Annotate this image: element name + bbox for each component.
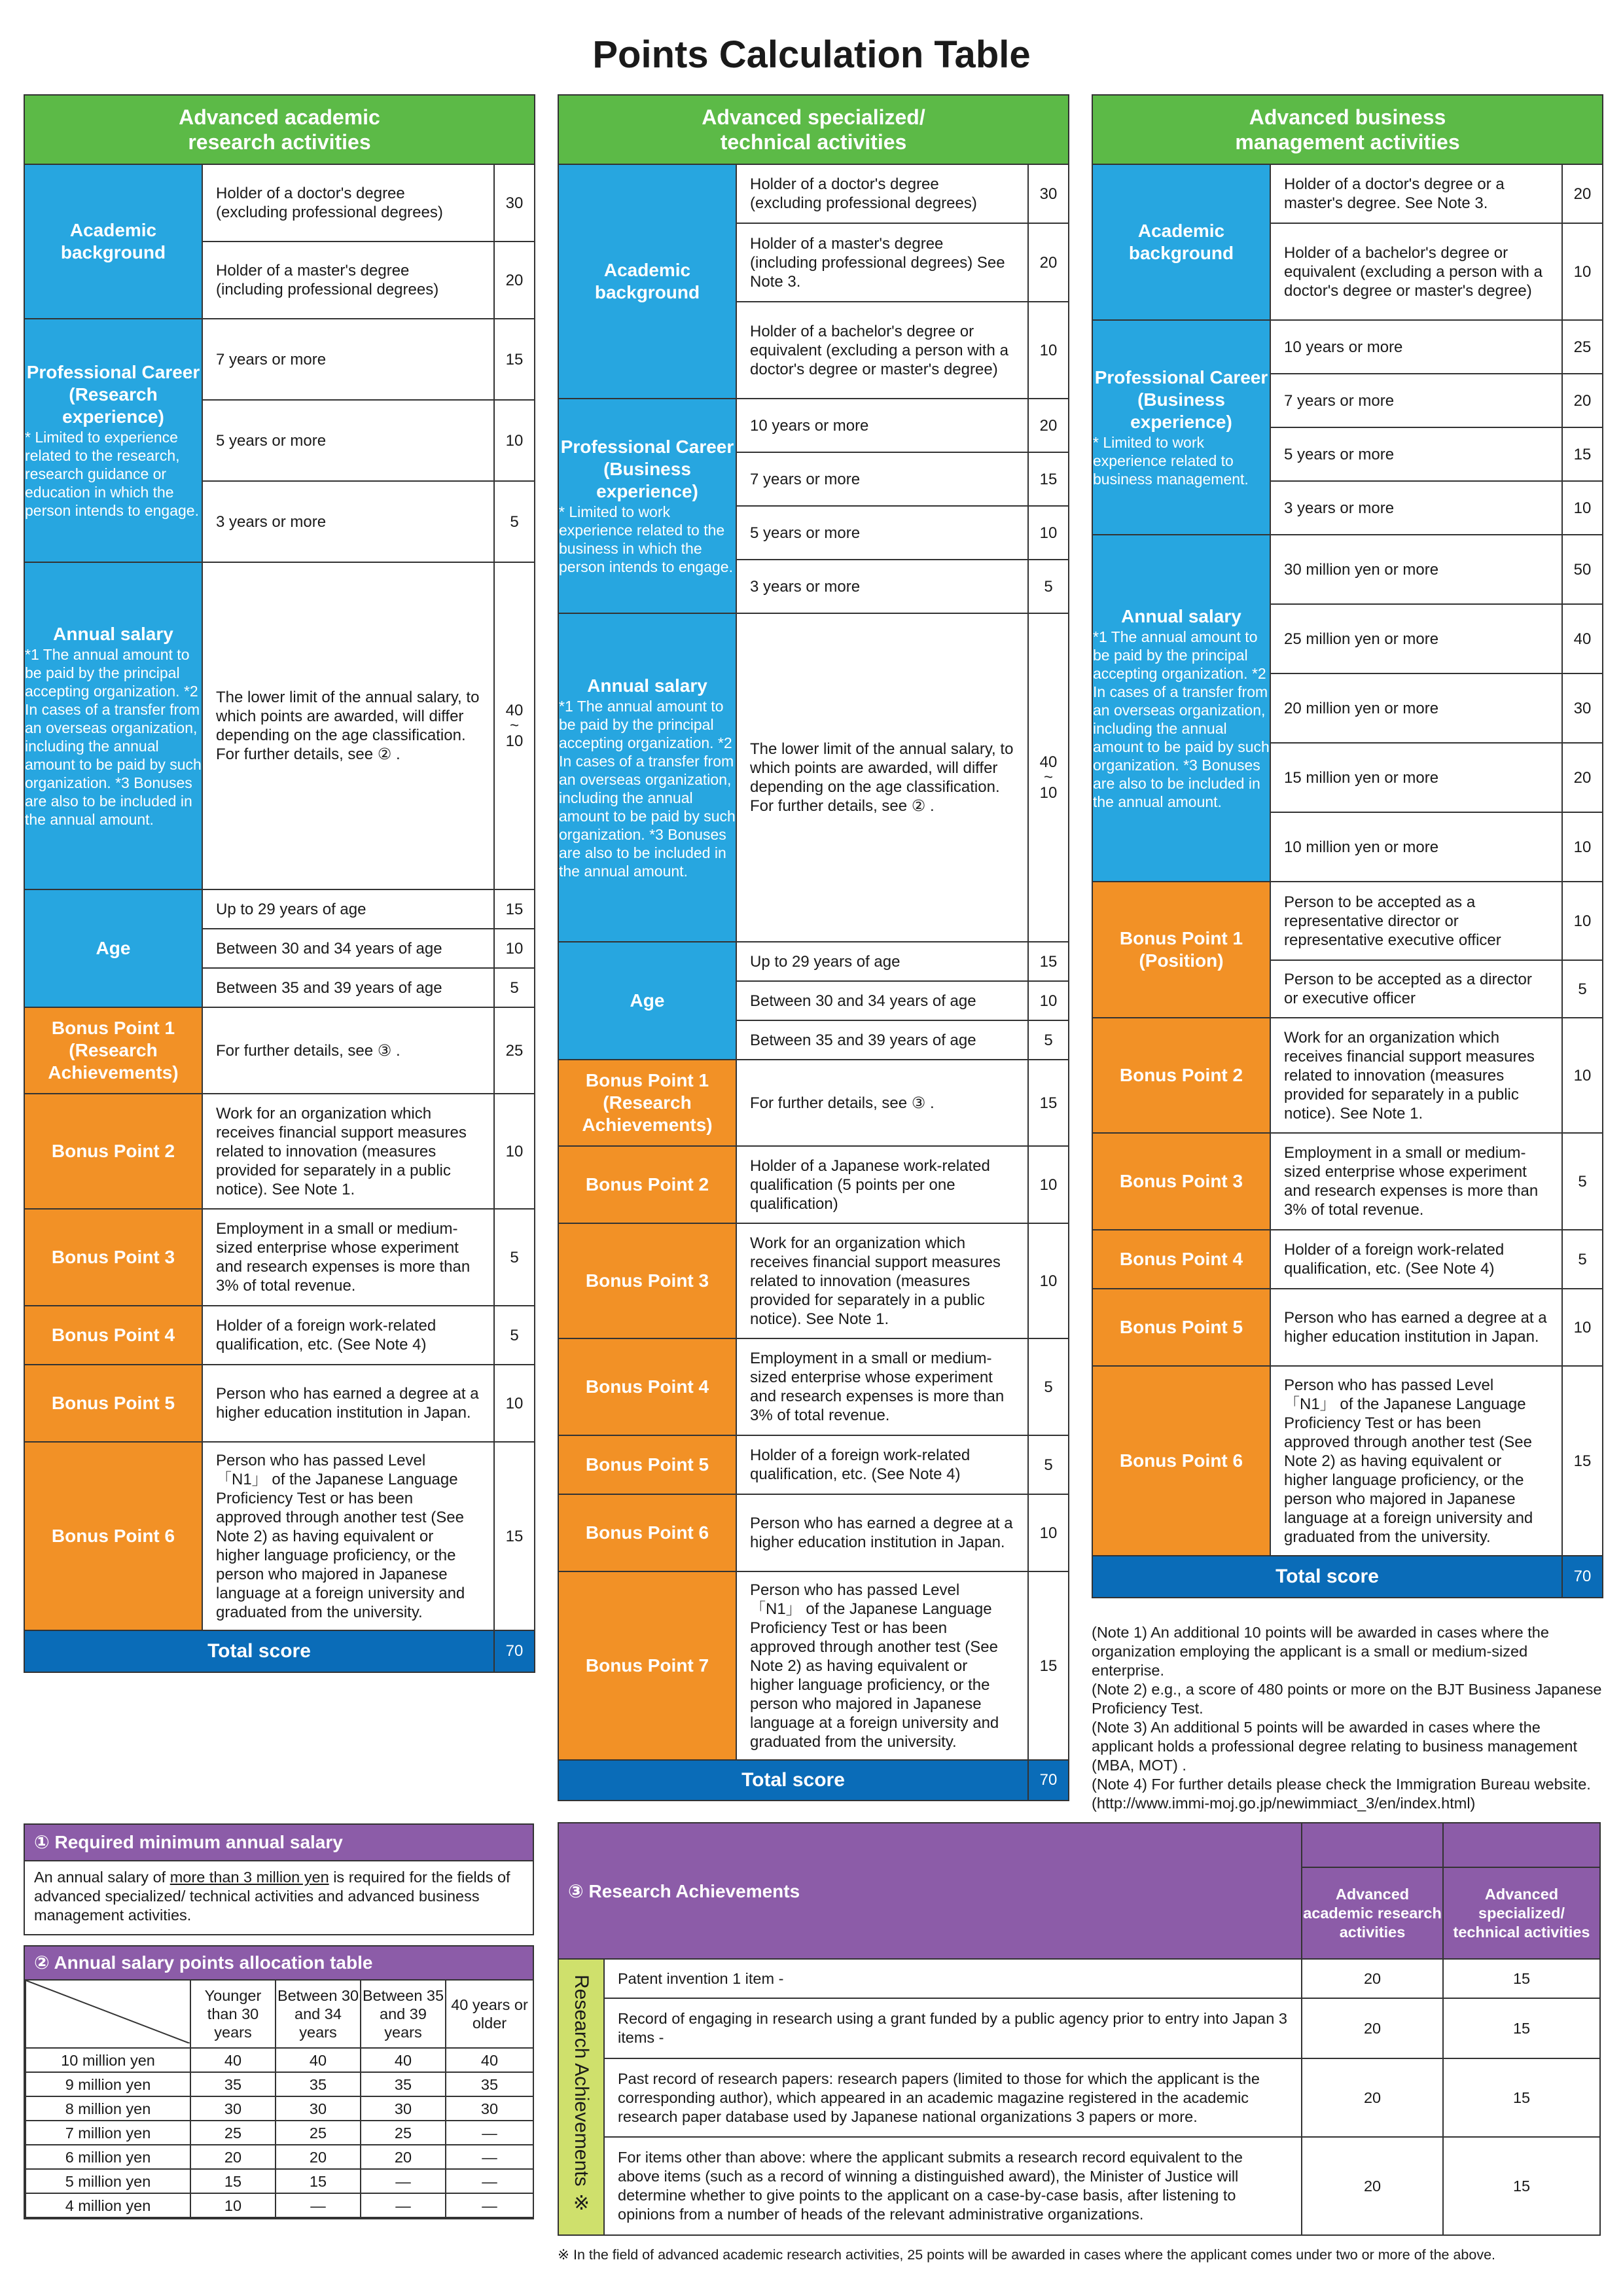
- points-cell: 10: [494, 929, 535, 968]
- research-academic-points: 20: [1302, 2137, 1443, 2235]
- research-item-detail: Record of engaging in research using a grant funded by a public agency prior to entry into Japan 3 items -: [604, 1998, 1302, 2058]
- research-technical-points: 15: [1443, 2137, 1600, 2235]
- points-cell: 5: [1028, 1435, 1069, 1494]
- detail-cell: 7 years or more: [202, 319, 494, 400]
- research-item-detail: Past record of research papers: research papers (limited to those for which the applicant is the corresponding author), which appeared in an academic magazine registered in the academic research paper database used by Japanese national organizations 3 papers or more.: [604, 2058, 1302, 2137]
- research-academic-points: 20: [1302, 2058, 1443, 2137]
- allocation-table: [25, 1979, 534, 2218]
- total-score-label: Total score: [558, 1760, 1028, 1801]
- points-cell: 5: [1028, 1338, 1069, 1435]
- points-cell: 20: [1562, 743, 1603, 812]
- notes-block: [1092, 1623, 1602, 1813]
- research-technical-points: 15: [1443, 1998, 1600, 2058]
- bonus-label: Bonus Point 4: [558, 1338, 736, 1435]
- allocation-cell: 35: [446, 2072, 533, 2096]
- points-cell: 15: [1562, 427, 1603, 481]
- research-header-spacer: [1443, 1823, 1600, 1867]
- career-note: * Limited to work experience related to business management.: [1093, 434, 1249, 488]
- allocation-cell: —: [361, 2193, 446, 2217]
- bonus-label: Bonus Point 6: [1092, 1366, 1270, 1556]
- total-score-label: Total score: [24, 1630, 494, 1672]
- salary-row-label: 9 million yen: [26, 2072, 190, 2096]
- col-academic-header: Advanced academic research activities: [1302, 1867, 1443, 1959]
- age-label: Age: [24, 889, 202, 1007]
- points-cell: 10: [1562, 882, 1603, 960]
- detail-cell: Holder of a master's degree (including professional degrees): [202, 242, 494, 319]
- academic-header: Advanced academic research activities: [24, 95, 535, 164]
- note-1: (Note 1) An additional 10 points will be awarded in cases where the organization employing the applicant is a small or medium-sized enterprise.: [1092, 1624, 1549, 1679]
- academic-background-label: Academic background: [1092, 164, 1270, 320]
- allocation-cell: 20: [276, 2145, 361, 2169]
- position-label: Bonus Point 1 (Position): [1092, 882, 1270, 1018]
- bonus-label: Bonus Point 6: [24, 1442, 202, 1630]
- detail-cell: 10 years or more: [736, 399, 1028, 452]
- allocation-cell: 35: [361, 2072, 446, 2096]
- business-points-table: [1092, 94, 1603, 1598]
- allocation-cell: —: [361, 2169, 446, 2193]
- detail-cell: Employment in a small or medium-sized enterprise whose experiment and research expenses is more than 3% of total revenue.: [202, 1209, 494, 1306]
- allocation-cell: —: [446, 2193, 533, 2217]
- detail-cell: Employment in a small or medium-sized enterprise whose experiment and research expenses is more than 3% of total revenue.: [1270, 1133, 1562, 1230]
- points-cell: 15: [1028, 942, 1069, 981]
- points-cell: 10: [1028, 1146, 1069, 1223]
- career-label: Professional Career (Research experience) * Limited to experience related to the research, research guidance or education in which the person intends to engage.: [24, 319, 202, 562]
- total-score-value: 70: [1562, 1556, 1603, 1598]
- points-cell: 30: [1562, 673, 1603, 743]
- salary-row-label: 5 million yen: [26, 2169, 190, 2193]
- detail-cell: 30 million yen or more: [1270, 535, 1562, 604]
- points-cell: 40: [1562, 604, 1603, 673]
- detail-cell: Holder of a doctor's degree (excluding professional degrees): [736, 164, 1028, 223]
- points-cell: 5: [494, 1306, 535, 1365]
- points-cell: 10: [494, 400, 535, 481]
- points-cell: 5: [1562, 1133, 1603, 1230]
- bonus-label: Bonus Point 2: [558, 1146, 736, 1223]
- detail-cell: Person who has passed Level 「N1」 of the Japanese Language Proficiency Test or has been approved through another test (See Note 2) as having equivalent or higher language proficiency, or the person who majored in Japanese language at a foreign university and graduated from the university.: [736, 1571, 1028, 1760]
- points-cell: 10: [494, 1365, 535, 1442]
- detail-cell: Holder of a bachelor's degree or equivalent (excluding a person with a doctor's degree or master's degree): [1270, 223, 1562, 320]
- points-cell: 15: [494, 319, 535, 400]
- points-cell: 10: [1028, 1223, 1069, 1338]
- points-cell: 5: [1562, 960, 1603, 1018]
- detail-cell: 7 years or more: [1270, 374, 1562, 427]
- detail-cell: 3 years or more: [1270, 481, 1562, 535]
- allocation-title: ② Annual salary points allocation table: [25, 1946, 533, 1979]
- note-3: (Note 3) An additional 5 points will be awarded in cases where the applicant holds a professional degree relating to business management (MBA, MOT) .: [1092, 1719, 1578, 1774]
- research-academic-points: 20: [1302, 1959, 1443, 1998]
- career-label: Professional Career (Business experience) * Limited to work experience related to the business in which the person intends to engage.: [558, 399, 736, 613]
- allocation-cell: 25: [190, 2121, 276, 2145]
- points-cell: 20: [494, 242, 535, 319]
- salary-row-label: 6 million yen: [26, 2145, 190, 2169]
- allocation-cell: 40: [446, 2048, 533, 2072]
- points-cell: 10: [1028, 506, 1069, 560]
- points-cell: 10: [1562, 481, 1603, 535]
- research-item-detail: Patent invention 1 item -: [604, 1959, 1302, 1998]
- salary-note: *1 The annual amount to be paid by the principal accepting organization. *2 In cases of a transfer from an overseas organization, including the annual amount to be paid by such organization. *3 Bonuses are also to be included in the annual amount.: [559, 698, 736, 880]
- salary-note: *1 The annual amount to be paid by the principal accepting organization. *2 In cases of a transfer from an overseas organization, including the annual amount to be paid by such organization. *3 Bonuses are also to be included in the annual amount.: [1093, 628, 1270, 810]
- salary-label: Annual salary *1 The annual amount to be paid by the principal accepting organization. *2 In cases of a transfer from an overseas organization, including the annual amount to be paid by such organization. *3 Bonuses are also to be included in the annual amount.: [1092, 535, 1270, 882]
- bonus-label: Bonus Point 3: [1092, 1133, 1270, 1230]
- salary-row-label: 4 million yen: [26, 2193, 190, 2217]
- bonus-label: Bonus Point 5: [24, 1365, 202, 1442]
- points-cell: 20: [1028, 223, 1069, 302]
- points-cell: 5: [1562, 1230, 1603, 1289]
- bonus-label: Bonus Point 6: [558, 1494, 736, 1571]
- points-cell: 50: [1562, 535, 1603, 604]
- diagonal-line: [26, 1981, 190, 2043]
- career-label: Professional Career (Business experience) * Limited to work experience related to business management.: [1092, 320, 1270, 535]
- detail-cell: For further details, see ③ .: [736, 1060, 1028, 1146]
- allocation-cell: —: [276, 2193, 361, 2217]
- points-cell: 10: [1562, 223, 1603, 320]
- points-cell: 10: [1028, 981, 1069, 1020]
- technical-points-table: [558, 94, 1069, 1801]
- detail-cell: Employment in a small or medium-sized enterprise whose experiment and research expenses is more than 3% of total revenue.: [736, 1338, 1028, 1435]
- allocation-cell: 40: [190, 2048, 276, 2072]
- detail-cell: 7 years or more: [736, 452, 1028, 506]
- column-header: Younger than 30 years: [190, 1980, 276, 2048]
- research-technical-points: 15: [1443, 2058, 1600, 2137]
- research-academic-points: 20: [1302, 1998, 1443, 2058]
- allocation-cell: 15: [276, 2169, 361, 2193]
- points-cell: 25: [1562, 320, 1603, 374]
- points-cell: 15: [494, 1442, 535, 1630]
- research-technical-points: 15: [1443, 1959, 1600, 1998]
- points-cell: 5: [494, 1209, 535, 1306]
- points-cell: 20: [1028, 399, 1069, 452]
- detail-cell: Person who has earned a degree at a higher education institution in Japan.: [736, 1494, 1028, 1571]
- total-score-value: 70: [1028, 1760, 1069, 1801]
- research-item-detail: For items other than above: where the applicant submits a research record equivalent to the above items (such as a record of winning a distinguished award), the Minister of Justice will determine whether to give points to the applicant on a case-by-case basis, after listening to opinions from a number of heads of the relevant administrative organizations.: [604, 2137, 1302, 2235]
- detail-cell: Work for an organization which receives financial support measures related to innovation (measures provided for separately in a public notice). See Note 1.: [736, 1223, 1028, 1338]
- note-4: (Note 4) For further details please check the Immigration Bureau website. (http://www.immi-moj.go.jp/newimmiact_3/en/index.html): [1092, 1776, 1591, 1812]
- detail-cell: Between 30 and 34 years of age: [736, 981, 1028, 1020]
- technical-header: Advanced specialized/ technical activities: [558, 95, 1069, 164]
- detail-cell: For further details, see ③ .: [202, 1007, 494, 1094]
- points-cell: 30: [1028, 164, 1069, 223]
- allocation-cell: 10: [190, 2193, 276, 2217]
- detail-cell: The lower limit of the annual salary, to which points are awarded, will differ depending on the age classification. For further details, see ② .: [736, 613, 1028, 942]
- detail-cell: Person who has earned a degree at a higher education institution in Japan.: [202, 1365, 494, 1442]
- academic-background-label: Academic background: [24, 164, 202, 319]
- salary-row-label: 7 million yen: [26, 2121, 190, 2145]
- points-cell: 5: [1028, 560, 1069, 613]
- detail-cell: The lower limit of the annual salary, to which points are awarded, will differ depending on the age classification. For further details, see ② .: [202, 562, 494, 889]
- total-score-label: Total score: [1092, 1556, 1562, 1598]
- allocation-cell: 30: [190, 2096, 276, 2121]
- salary-label: Annual salary *1 The annual amount to be paid by the principal accepting organization. *2 In cases of a transfer from an overseas organization, including the annual amount to be paid by such organization. *3 Bonuses are also to be included in the annual amount.: [558, 613, 736, 942]
- research-side-label: Research Achievements ※: [558, 1959, 604, 2235]
- detail-cell: 3 years or more: [202, 481, 494, 562]
- points-cell: 10: [1562, 1018, 1603, 1133]
- detail-cell: Holder of a bachelor's degree or equivalent (excluding a person with a doctor's degree or master's degree): [736, 302, 1028, 399]
- detail-cell: 15 million yen or more: [1270, 743, 1562, 812]
- bonus-label: Bonus Point 4: [24, 1306, 202, 1365]
- salary-label: Annual salary *1 The annual amount to be paid by the principal accepting organization. *2 In cases of a transfer from an overseas organization, including the annual amount to be paid by such organization. *3 Bonuses are also to be included in the annual amount.: [24, 562, 202, 889]
- points-cell: 15: [1562, 1366, 1603, 1556]
- allocation-cell: 20: [361, 2145, 446, 2169]
- col-technical-header: Advanced specialized/ technical activities: [1443, 1867, 1600, 1959]
- points-cell: 20: [1562, 374, 1603, 427]
- bonus-label: Bonus Point 7: [558, 1571, 736, 1760]
- age-label: Age: [558, 942, 736, 1060]
- detail-cell: Holder of a Japanese work-related qualification (5 points per one qualification): [736, 1146, 1028, 1223]
- detail-cell: Holder of a foreign work-related qualification, etc. (See Note 4): [202, 1306, 494, 1365]
- min-salary-box: [24, 1823, 534, 1935]
- detail-cell: 10 million yen or more: [1270, 812, 1562, 882]
- bonus-label: Bonus Point 2: [1092, 1018, 1270, 1133]
- allocation-cell: —: [446, 2169, 533, 2193]
- total-score-value: 70: [494, 1630, 535, 1672]
- allocation-cell: 15: [190, 2169, 276, 2193]
- detail-cell: Up to 29 years of age: [202, 889, 494, 929]
- detail-cell: Between 30 and 34 years of age: [202, 929, 494, 968]
- research-header-spacer: [1302, 1823, 1443, 1867]
- detail-cell: Work for an organization which receives financial support measures related to innovation (measures provided for separately in a public notice). See Note 1.: [1270, 1018, 1562, 1133]
- allocation-cell: 25: [276, 2121, 361, 2145]
- detail-cell: 5 years or more: [1270, 427, 1562, 481]
- points-cell: 15: [1028, 1571, 1069, 1760]
- business-header: Advanced business management activities: [1092, 95, 1603, 164]
- detail-cell: Between 35 and 39 years of age: [202, 968, 494, 1007]
- detail-cell: 5 years or more: [736, 506, 1028, 560]
- column-header: 40 years or older: [446, 1980, 533, 2048]
- academic-points-table: [24, 94, 535, 1673]
- salary-allocation-box: [24, 1945, 534, 2219]
- detail-cell: Holder of a doctor's degree or a master's degree. See Note 3.: [1270, 164, 1562, 223]
- page-title: Points Calculation Table: [592, 33, 1031, 76]
- detail-cell: Person to be accepted as a representative director or representative executive officer: [1270, 882, 1562, 960]
- points-cell: 20: [1562, 164, 1603, 223]
- detail-cell: Up to 29 years of age: [736, 942, 1028, 981]
- bonus-label: Bonus Point 1 (Research Achievements): [558, 1060, 736, 1146]
- column-header: Between 30 and 34 years: [276, 1980, 361, 2048]
- detail-cell: Person to be accepted as a director or executive officer: [1270, 960, 1562, 1018]
- detail-cell: Person who has passed Level 「N1」 of the Japanese Language Proficiency Test or has been approved through another test (See Note 2) as having equivalent or higher language proficiency, or the person who majored in Japanese language at a foreign university and graduated from the university.: [1270, 1366, 1562, 1556]
- salary-row-label: 8 million yen: [26, 2096, 190, 2121]
- detail-cell: 20 million yen or more: [1270, 673, 1562, 743]
- points-cell: 5: [494, 968, 535, 1007]
- salary-row-label: 10 million yen: [26, 2048, 190, 2072]
- detail-cell: 10 years or more: [1270, 320, 1562, 374]
- detail-cell: Between 35 and 39 years of age: [736, 1020, 1028, 1060]
- allocation-cell: —: [446, 2121, 533, 2145]
- allocation-cell: 40: [276, 2048, 361, 2072]
- detail-cell: Holder of a master's degree (including professional degrees) See Note 3.: [736, 223, 1028, 302]
- points-cell: 15: [1028, 452, 1069, 506]
- career-note: * Limited to work experience related to the business in which the person intends to engage.: [559, 503, 733, 575]
- note-2: (Note 2) e.g., a score of 480 points or more on the BJT Business Japanese Proficiency Test.: [1092, 1681, 1602, 1717]
- points-cell: 5: [1028, 1020, 1069, 1060]
- diagonal-header-cell: [26, 1980, 190, 2048]
- detail-cell: 25 million yen or more: [1270, 604, 1562, 673]
- allocation-cell: 25: [361, 2121, 446, 2145]
- points-cell: 10: [1028, 302, 1069, 399]
- allocation-cell: —: [446, 2145, 533, 2169]
- detail-cell: Person who has earned a degree at a higher education institution in Japan.: [1270, 1289, 1562, 1366]
- detail-cell: Holder of a foreign work-related qualification, etc. (See Note 4): [1270, 1230, 1562, 1289]
- detail-cell: 3 years or more: [736, 560, 1028, 613]
- points-range-cell: 40 ~ 10: [1028, 613, 1069, 942]
- allocation-cell: 30: [361, 2096, 446, 2121]
- bonus-label: Bonus Point 4: [1092, 1230, 1270, 1289]
- points-cell: 10: [1028, 1494, 1069, 1571]
- points-range-cell: 40 ~ 10: [494, 562, 535, 889]
- allocation-cell: 35: [190, 2072, 276, 2096]
- bonus-label: Bonus Point 3: [558, 1223, 736, 1338]
- detail-cell: Work for an organization which receives financial support measures related to innovation (measures provided for separately in a public notice). See Note 1.: [202, 1094, 494, 1209]
- detail-cell: Person who has passed Level 「N1」 of the Japanese Language Proficiency Test or has been approved through another test (See Note 2) as having equivalent or higher language proficiency, or the person who majored in Japanese language at a foreign university and graduated from the university.: [202, 1442, 494, 1630]
- allocation-cell: 30: [446, 2096, 533, 2121]
- academic-background-label: Academic background: [558, 164, 736, 399]
- bonus-label: Bonus Point 3: [24, 1209, 202, 1306]
- points-cell: 15: [494, 889, 535, 929]
- column-header: Between 35 and 39 years: [361, 1980, 446, 2048]
- points-cell: 30: [494, 164, 535, 242]
- min-salary-title: ① Required minimum annual salary: [25, 1825, 533, 1861]
- points-cell: 15: [1028, 1060, 1069, 1146]
- allocation-cell: 35: [276, 2072, 361, 2096]
- min-salary-text: An annual salary of more than 3 million yen is required for the fields of advanced specialized/ technical activities and advanced business management activities.: [34, 1869, 510, 1924]
- salary-note: *1 The annual amount to be paid by the principal accepting organization. *2 In cases of a transfer from an overseas organization, including the annual amount to be paid by such organization. *3 Bonuses are also to be included in the annual amount.: [25, 646, 202, 828]
- points-cell: 10: [1562, 812, 1603, 882]
- research-footnote: ※ In the field of advanced academic research activities, 25 points will be awarded in cases where the applicant comes under two or more of the above.: [558, 2247, 1496, 2263]
- research-achievements-table: [558, 1822, 1601, 2236]
- career-note: * Limited to experience related to the research, research guidance or education in which the person intends to engage.: [25, 429, 199, 519]
- research-title: ③ Research Achievements: [558, 1823, 1302, 1959]
- detail-cell: Holder of a foreign work-related qualification, etc. (See Note 4): [736, 1435, 1028, 1494]
- allocation-cell: 40: [361, 2048, 446, 2072]
- allocation-cell: 30: [276, 2096, 361, 2121]
- bonus-label: Bonus Point 5: [558, 1435, 736, 1494]
- allocation-cell: 20: [190, 2145, 276, 2169]
- points-cell: 5: [494, 481, 535, 562]
- bonus-label: Bonus Point 1 (Research Achievements): [24, 1007, 202, 1094]
- points-cell: 10: [494, 1094, 535, 1209]
- detail-cell: Holder of a doctor's degree (excluding professional degrees): [202, 164, 494, 242]
- detail-cell: 5 years or more: [202, 400, 494, 481]
- bonus-label: Bonus Point 5: [1092, 1289, 1270, 1366]
- bonus-label: Bonus Point 2: [24, 1094, 202, 1209]
- points-cell: 25: [494, 1007, 535, 1094]
- points-cell: 10: [1562, 1289, 1603, 1366]
